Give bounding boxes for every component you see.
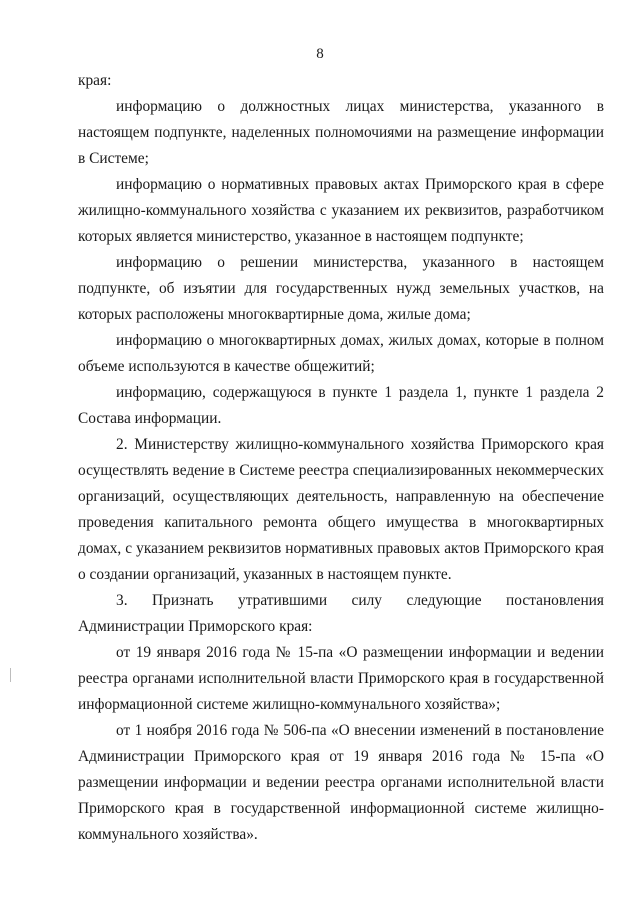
paragraph-resolution-506-pa: от 1 ноября 2016 года № 506-па «О внесении изменений в постановление Администрации Приморского края от 19 января 2016 года № 15-па «О размещении информации и ведении реестра органами исполнительной власти Приморского края в государственной информационной системе жилищно-коммунального хозяйства». [78, 722, 604, 843]
page-number: 8 [316, 46, 324, 62]
paragraph-resolution-15-pa: от 19 января 2016 года № 15-па «О размещении информации и ведении реестра органами исполнительной власти Приморского края в государственной информационной системе жилищно-коммунального хозяйства»; [78, 644, 604, 713]
paragraph-land-seizure-info: информацию о решении министерства, указанного в настоящем подпункте, об изъятии для государственных нужд земельных участков, на которых расположены многоквартирные дома, жилые дома; [78, 254, 604, 323]
document-body [78, 68, 604, 848]
paragraph-continuation: края: [78, 72, 112, 89]
paragraph-item-2: 2. Министерству жилищно-коммунального хозяйства Приморского края осуществлять ведение в Системе реестра специализированных некоммерческих организаций, осуществляющих деятельность, направленную на обеспечение проведения капитального ремонта общего имущества в многоквартирных домах, с указанием реквизитов нормативных правовых актов Приморского края о создании организаций, указанных в настоящем пункте. [78, 436, 604, 583]
paragraph-composition-info: информацию, содержащуюся в пункте 1 раздела 1, пункте 1 раздела 2 Состава информации. [78, 384, 604, 427]
paragraph-legal-acts-info: информацию о нормативных правовых актах Приморского края в сфере жилищно-коммунального хозяйства с указанием их реквизитов, разработчиком которых является министерство, указанное в настоящем подпункте; [78, 176, 604, 245]
paragraph-dormitories-info: информацию о многоквартирных домах, жилых домах, которые в полном объеме используются в качестве общежитий; [78, 332, 604, 375]
margin-mark [10, 668, 11, 682]
paragraph-item-3: 3. Признать утратившими силу следующие постановления Администрации Приморского края: [78, 592, 604, 635]
paragraph-officials-info: информацию о должностных лицах министерства, указанного в настоящем подпункте, наделенных полномочиями на размещение информации в Системе; [78, 98, 604, 167]
